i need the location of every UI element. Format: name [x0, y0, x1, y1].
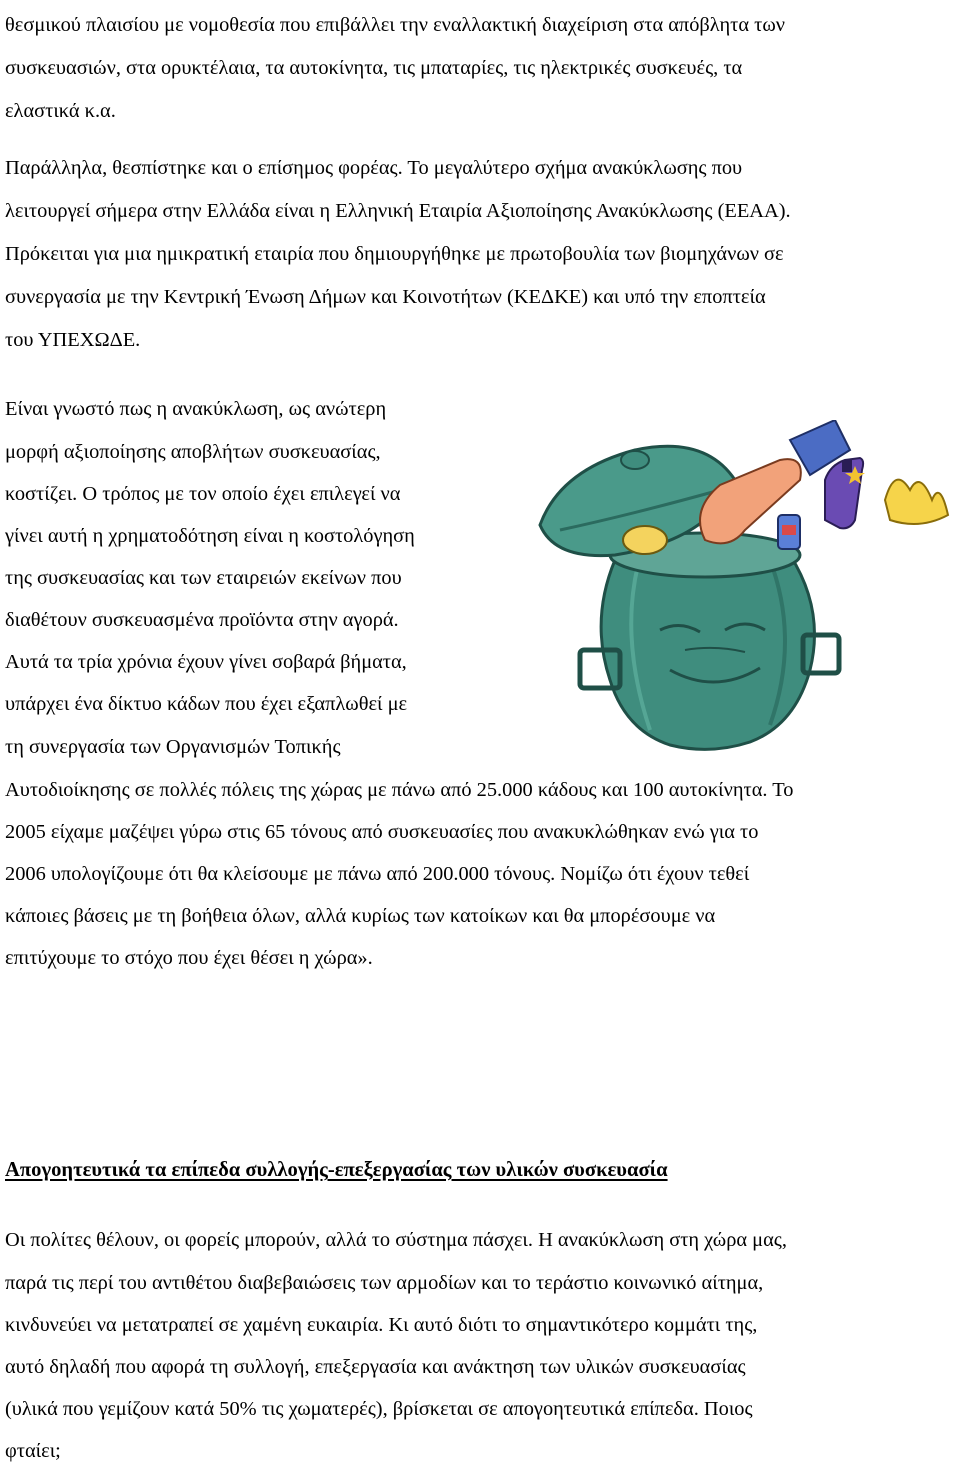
paragraph-line: Παράλληλα, θεσπίστηκε και ο επίσημος φορέας. Το μεγαλύτερο σχήμα ανακύκλωσης που	[5, 157, 743, 179]
paragraph-line: (υλικά που γεμίζουν κατά 50% τις χωματερές), βρίσκεται σε απογοητευτικά επίπεδα. Ποιος	[5, 1398, 753, 1420]
paragraph-line: κοστίζει. Ο τρόπος με τον οποίο έχει επιλεγεί να	[5, 483, 401, 505]
paragraph-line: μορφή αξιοποίησης αποβλήτων συσκευασίας,	[5, 441, 381, 463]
paragraph-line: επιτύχουμε το στόχο που έχει θέσει η χώρα».	[5, 947, 373, 969]
paragraph-line: συσκευασιών, στα ορυκτέλαια, τα αυτοκίνητα, τις μπαταρίες, τις ηλεκτρικές συσκευές, τα	[5, 57, 743, 79]
paragraph-line: αυτό δηλαδή που αφορά τη συλλογή, επεξεργασία και ανάκτηση των υλικών συσκευασίας	[5, 1356, 746, 1378]
paragraph-line: Είναι γνωστό πως η ανακύκλωση, ως ανώτερη	[5, 398, 387, 420]
paragraph-line: παρά τις περί του αντιθέτου διαβεβαιώσεις των αρμοδίων και το τεράστιο κοινωνικό αίτημα,	[5, 1272, 764, 1294]
section-heading: Απογοητευτικά τα επίπεδα συλλογής-επεξεργασίας των υλικών συσκευασία	[5, 1159, 668, 1181]
paragraph-line: υπάρχει ένα δίκτυο κάδων που έχει εξαπλωθεί με	[5, 693, 408, 715]
paragraph-line: θεσμικού πλαισίου με νομοθεσία που επιβάλλει την εναλλακτική διαχείριση στα απόβλητα των	[5, 14, 785, 36]
paragraph-line: λειτουργεί σήμερα στην Ελλάδα είναι η Ελληνική Εταιρία Αξιοποίησης Ανακύκλωσης (ΕΕΑΑ).	[5, 200, 791, 222]
paragraph-line: Πρόκειται για μια ημικρατική εταιρία που δημιουργήθηκε με πρωτοβουλία των βιομηχάνων σε	[5, 243, 784, 265]
paragraph-line: γίνει αυτή η χρηματοδότηση είναι η κοστολόγηση	[5, 525, 415, 547]
paragraph-line: της συσκευασίας και των εταιρειών εκείνων που	[5, 567, 402, 589]
paragraph-line: 2006 υπολογίζουμε ότι θα κλείσουμε με πάνω από 200.000 τόνους. Νομίζω ότι έχουν τεθεί	[5, 863, 750, 885]
paragraph-line: κάποιες βάσεις με τη βοήθεια όλων, αλλά κυρίως των κατοίκων και θα μπορέσουμε να	[5, 905, 716, 927]
paragraph-line: Αυτά τα τρία χρόνια έχουν γίνει σοβαρά βήματα,	[5, 651, 407, 673]
paragraph-line: συνεργασία με την Κεντρική Ένωση Δήμων και Κοινοτήτων (ΚΕΔΚΕ) και υπό την εποπτεία	[5, 286, 766, 308]
recycling-bin-illustration	[520, 420, 960, 758]
paragraph-line: ελαστικά κ.α.	[5, 100, 116, 122]
paragraph-line: τη συνεργασία των Οργανισμών Τοπικής	[5, 736, 341, 758]
paragraph-line: Οι πολίτες θέλουν, οι φορείς μπορούν, αλλά το σύστημα πάσχει. Η ανακύκλωση στη χώρα μας,	[5, 1229, 787, 1251]
paragraph-line: Αυτοδιοίκησης σε πολλές πόλεις της χώρας με πάνω από 25.000 κάδους και 100 αυτοκίνητα. Το	[5, 779, 794, 801]
paragraph-line: 2005 είχαμε μαζέψει γύρω στις 65 τόνους από συσκευασίες που ανακυκλώθηκαν ενώ για το	[5, 821, 759, 843]
paragraph-line: διαθέτουν συσκευασμένα προϊόντα στην αγορά.	[5, 609, 399, 631]
bin-body	[601, 555, 814, 749]
paragraph-line: του ΥΠΕΧΩΔΕ.	[5, 329, 141, 351]
paragraph-line: κινδυνεύει να μετατραπεί σε χαμένη ευκαιρία. Κι αυτό διότι το σημαντικότερο κομμάτι της,	[5, 1314, 758, 1336]
paragraph-line: φταίει;	[5, 1440, 61, 1462]
